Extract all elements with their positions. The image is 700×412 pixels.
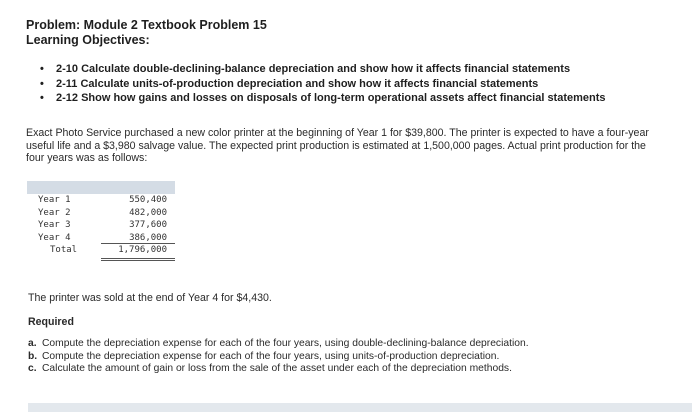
problem-header xyxy=(26,18,267,48)
total-double-rule xyxy=(101,258,175,259)
objectives-heading: Learning Objectives: xyxy=(26,33,150,47)
requirement-item xyxy=(28,363,529,376)
total-double-rule xyxy=(101,260,175,261)
table-total-row xyxy=(27,244,175,257)
requirement-mark: a. xyxy=(28,338,37,349)
row-value: 550,400 xyxy=(129,195,167,205)
production-table xyxy=(27,181,175,257)
objective-text: 2-11 Calculate units-of-production depreciation and show how it affects financial statements xyxy=(56,77,539,90)
objective-item xyxy=(40,62,606,77)
problem-title: Problem: Module 2 Textbook Problem 15 xyxy=(26,18,267,32)
table-row xyxy=(27,194,175,207)
row-value: 386,000 xyxy=(129,232,167,243)
objective-text: 2-10 Calculate double-declining-balance depreciation and show how it affects financial statements xyxy=(56,63,571,75)
table-header-bar xyxy=(27,181,175,194)
requirement-text: Compute the depreciation expense for each of the four years, using double-declining-balance depreciation. xyxy=(42,338,529,349)
sale-statement: The printer was sold at the end of Year 4 for $4,430. xyxy=(28,292,272,304)
row-value: 482,000 xyxy=(129,207,167,218)
requirement-text: Compute the depreciation expense for each of the four years, using units-of-production depreciation. xyxy=(42,350,500,362)
requirements-list xyxy=(28,338,529,376)
row-label: Year 3 xyxy=(38,220,71,230)
objective-text: 2-12 Show how gains and losses on disposals of long-term operational assets affect financial statements xyxy=(56,92,606,104)
required-heading: Required xyxy=(28,316,74,328)
table-row xyxy=(27,219,175,232)
bullet-icon: • xyxy=(40,77,44,90)
requirement-text: Calculate the amount of gain or loss from the sale of the asset under each of the depreciation methods. xyxy=(42,363,512,374)
answer-area-edge xyxy=(28,403,692,412)
bullet-icon: • xyxy=(40,63,44,75)
requirement-mark: b. xyxy=(28,350,38,362)
row-label: Year 1 xyxy=(38,195,71,205)
table-row xyxy=(27,207,175,220)
problem-description: Exact Photo Service purchased a new color printer at the beginning of Year 1 for $39,800. The printer is expected to have a four-year useful life and a $3,980 salvage value. The expected print production is estimated at 1,500,000 pages. Actual print production for the four years was as follows: xyxy=(26,127,649,164)
bullet-icon: • xyxy=(40,92,44,104)
total-label: Total xyxy=(50,245,78,255)
subtotal-rule xyxy=(101,243,175,244)
requirement-mark: c. xyxy=(28,363,37,374)
total-value: 1,796,000 xyxy=(118,245,167,255)
table-body xyxy=(27,194,175,257)
objective-item xyxy=(40,91,606,106)
row-label: Year 2 xyxy=(38,207,71,218)
objective-item xyxy=(40,77,606,92)
requirement-item xyxy=(28,338,529,351)
learning-objectives-list xyxy=(40,62,606,106)
row-label: Year 4 xyxy=(38,232,71,243)
row-value: 377,600 xyxy=(129,220,167,230)
requirement-item xyxy=(28,351,529,364)
